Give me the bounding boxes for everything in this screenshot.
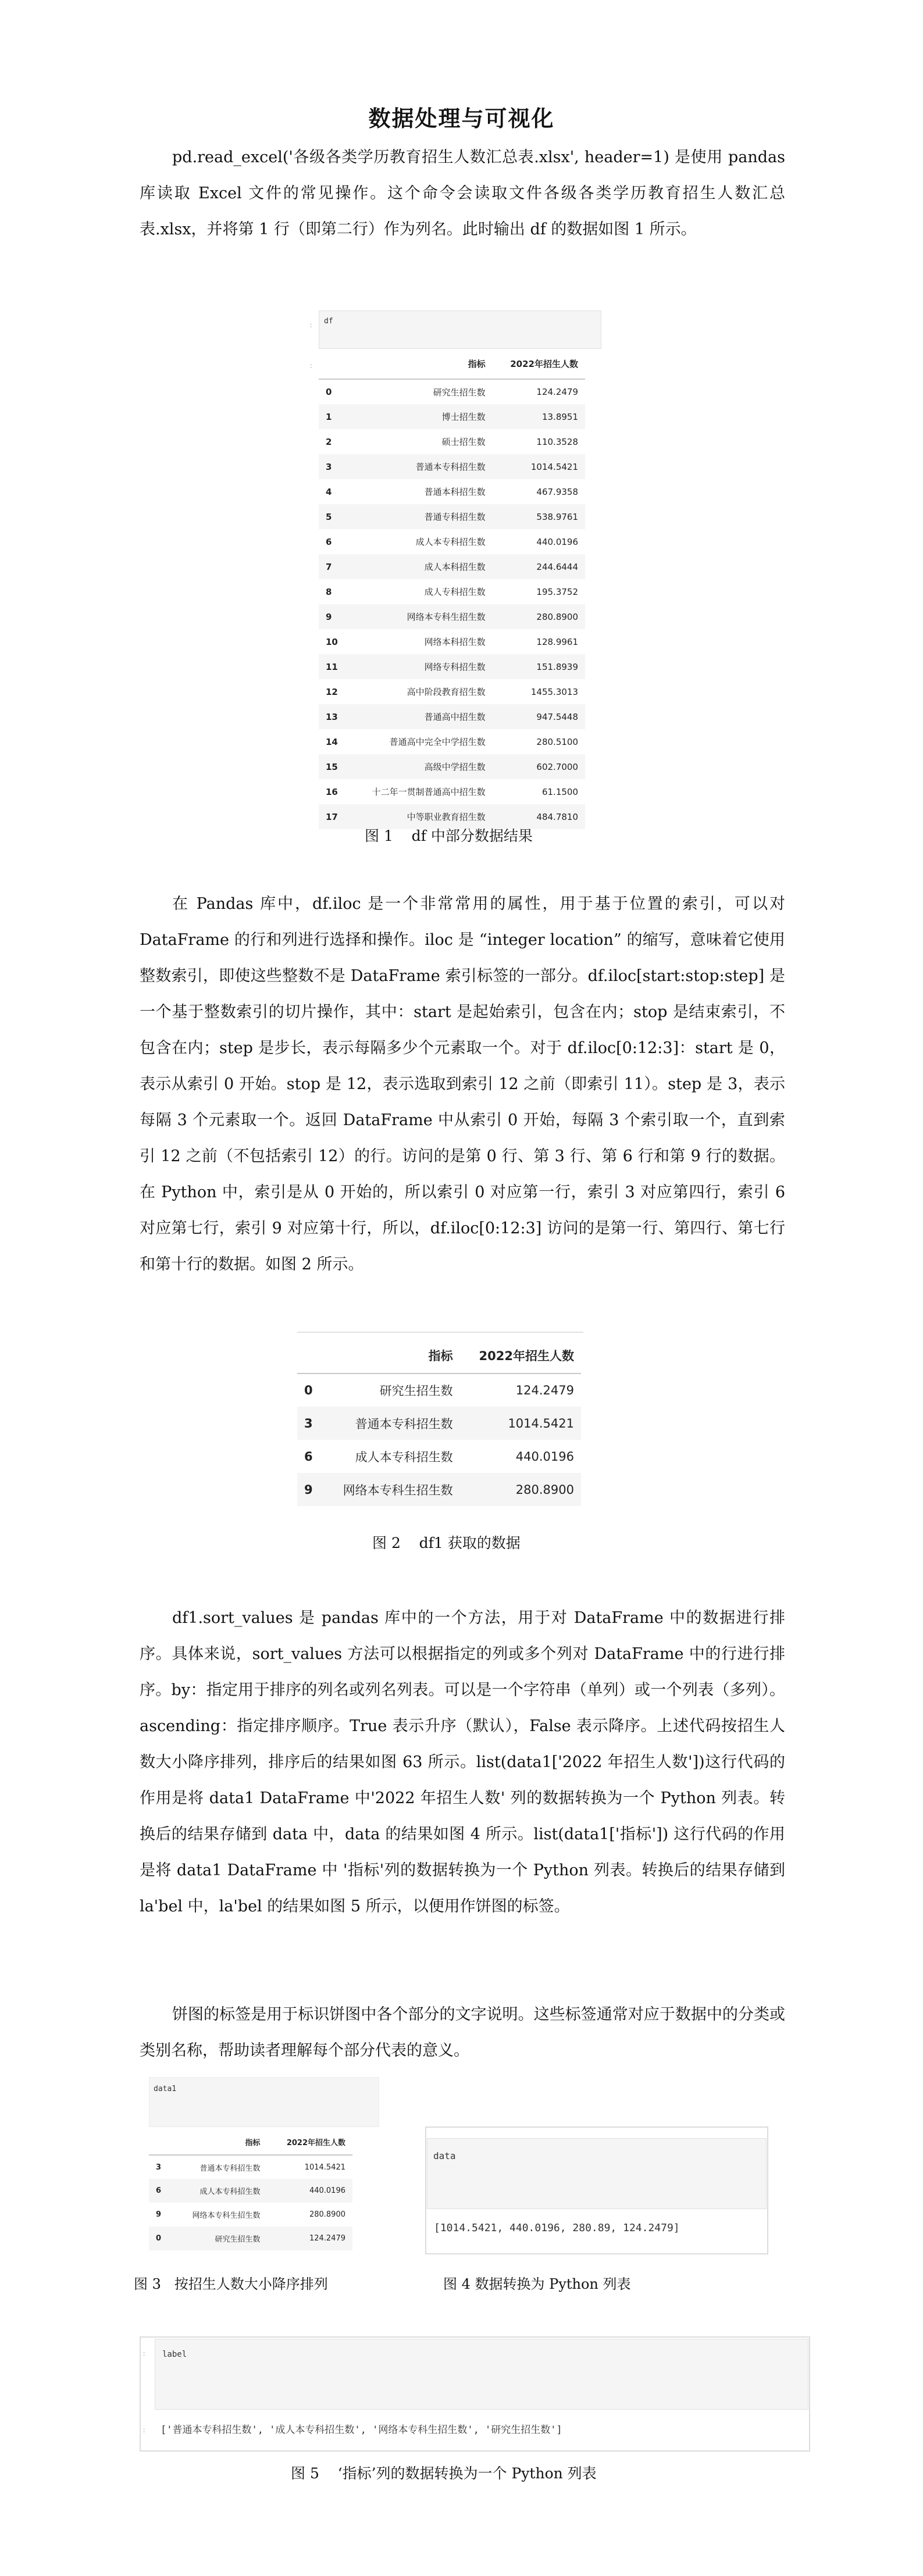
- figure-4-caption: 图 4 数据转换为 Python 列表: [443, 2276, 631, 2292]
- table-row: [297, 1440, 581, 1473]
- table-row: [319, 679, 585, 704]
- code-text: df: [324, 317, 333, 326]
- paragraph-iloc: 在 Pandas 库中，df.iloc 是一个非常常用的属性，用于基于位置的索引，可以对 DataFrame 的行和列进行选择和操作。iloc 是 “integer location” 的缩写，意味着它使用整数索引，即使这些整数不是 DataFrame 索引标签的一部分。df.iloc[start:stop:step] 是一个基于整数索引的切片操作，其中：start 是起始索引，包含在内；stop 是结束索引，不包含在内；step 是步长，表示每隔多少个元素取一个。对于 df.iloc[0:12:3]：start 是 0，表示从索引 0 开始。stop 是 12，表示选取到索引 12 之前（即索引 11）。step 是 3，表示每隔 3 个元素取一个。返回 DataFrame 中从索引 0 开始，每隔 3 个索引取一个，直到索引 12 之前（不包括索引 12）的行。访问的是第 0 行、第 3 行、第 6 行和第 9 行的数据。在 Python 中，索引是从 0 开始的，所以索引 0 对应第一行，索引 3 对应第四行，索引 6 对应第七行，索引 9 对应第十行，所以，df.iloc[0:12:3] 访问的是第一行、第四行、第七行和第十行的数据。如图 2 所示。: [140, 895, 785, 1273]
- index-header: [319, 349, 348, 379]
- table-row: [297, 1473, 581, 1506]
- enrollment-cell: 440.0196: [536, 536, 578, 547]
- code-input-cell[interactable]: [149, 2077, 379, 2127]
- row-index: 15: [326, 761, 338, 772]
- figure-2-caption: 图 2 df1 获取的数据: [372, 1535, 521, 1551]
- indicator-cell: 成人本科招生数: [424, 562, 486, 572]
- row-index: 17: [326, 811, 338, 822]
- paragraph-sort-values: df1.sort_values 是 pandas 库中的一个方法，用于对 DataFrame 中的数据进行排序。具体来说，sort_values 方法可以根据指定的列或多个列对 DataFrame 中的行进行排序。by：指定用于排序的列名或列名列表。可以是一个字符串（单列）或一个列表（多列）。ascending：指定排序顺序。True 表示升序（默认），False 表示降序。上述代码按招生人数大小降序排列，排序后的结果如图 63 所示。list(data1['2022 年招生人数'])这行代码的作用是将 data1 DataFrame 中'2022 年招生人数' 列的数据转换为一个 Python 列表。转换后的结果存储到 data 中，data 的结果如图 4 所示。list(data1['指标']) 这行代码的作用是将 data1 DataFrame 中 '指标'列的数据转换为一个 Python 列表。转换后的结果存储到 la'bel 中，la'bel 的结果如图 5 所示，以便用作饼图的标签。: [140, 1609, 785, 1915]
- row-index: 9: [326, 611, 332, 622]
- row-index: 6: [156, 2186, 162, 2195]
- enrollment-cell: 280.8900: [515, 1482, 574, 1497]
- table-row: [319, 629, 585, 654]
- indicator-cell: 高中阶段教育招生数: [407, 687, 486, 697]
- indicator-cell: 硕士招生数: [441, 437, 486, 447]
- index-header: [297, 1337, 322, 1373]
- row-index: 12: [326, 686, 338, 697]
- enrollment-cell: 124.2479: [515, 1383, 574, 1397]
- table-row: [297, 1407, 581, 1440]
- code-text: label: [162, 2350, 187, 2359]
- table-row: [149, 2179, 352, 2203]
- table-row: [319, 379, 585, 404]
- enrollment-cell: 280.5100: [536, 736, 578, 747]
- indicator-cell: 中等职业教育招生数: [407, 812, 486, 822]
- enrollment-cell: 1014.5421: [530, 461, 578, 472]
- row-index: 6: [326, 536, 332, 547]
- paragraph-pie-labels: 饼图的标签是用于标识饼图中各个部分的文字说明。这些标签通常对应于数据中的分类或类别名称，帮助读者理解每个部分代表的意义。: [140, 2006, 785, 2060]
- row-index: 9: [304, 1482, 313, 1497]
- table-row: [319, 579, 585, 604]
- row-index: 0: [304, 1383, 313, 1397]
- column-header-indicator: 指标: [322, 1337, 460, 1373]
- enrollment-cell: 947.5448: [536, 711, 578, 722]
- table-row: [297, 1373, 581, 1407]
- table-row: [319, 729, 585, 754]
- indicator-cell: 普通高中招生数: [424, 712, 486, 722]
- enrollment-cell: 280.8900: [536, 611, 578, 622]
- table-row: [319, 754, 585, 779]
- code-input-cell[interactable]: [427, 2138, 767, 2209]
- row-index: 6: [304, 1449, 313, 1464]
- paragraph-read-excel: pd.read_excel('各级各类学历教育招生人数汇总表.xlsx', header=1) 是使用 pandas 库读取 Excel 文件的常见操作。这个命令会读取文件各级各类学历教育招生人数汇总表.xlsx，并将第 1 行（即第二行）作为列名。此时输出 df 的数据如图 1 所示。: [140, 148, 785, 238]
- code-text: data: [433, 2150, 456, 2161]
- indicator-cell: 高级中学招生数: [424, 762, 486, 772]
- indicator-cell: 普通本科招生数: [424, 487, 486, 497]
- enrollment-cell: 1014.5421: [304, 2163, 345, 2172]
- figure-1-caption: 图 1 df 中部分数据结果: [365, 827, 533, 844]
- column-header-indicator: 指标: [348, 349, 493, 379]
- indicator-cell: 成人专科招生数: [424, 587, 486, 597]
- enrollment-cell: 538.9761: [536, 511, 578, 522]
- enrollment-cell: 440.0196: [309, 2186, 345, 2195]
- table-row: [149, 2203, 352, 2227]
- row-index: 3: [304, 1416, 313, 1430]
- row-index: 0: [326, 387, 332, 397]
- row-index: 9: [156, 2210, 162, 2219]
- column-header-enrollment: 2022年招生人数: [460, 1337, 581, 1373]
- code-text: data1: [154, 2085, 177, 2093]
- table-row: [319, 779, 585, 804]
- input-prompt: :: [309, 321, 313, 329]
- df1-table: [297, 1337, 581, 1506]
- list-output: [1014.5421, 440.0196, 280.89, 124.2479]: [434, 2222, 680, 2234]
- row-index: 5: [326, 511, 332, 522]
- indicator-cell: 网络本专科生招生数: [192, 2211, 261, 2220]
- output-prompt: :: [309, 362, 313, 370]
- enrollment-cell: 61.1500: [541, 786, 578, 797]
- enrollment-cell: 195.3752: [536, 586, 578, 597]
- index-header: [149, 2129, 172, 2155]
- enrollment-cell: 244.6444: [536, 561, 578, 572]
- table-row: [319, 554, 585, 579]
- row-index: 14: [326, 736, 338, 747]
- indicator-cell: 普通高中完全中学招生数: [389, 737, 486, 747]
- list-output: ['普通本专科招生数', '成人本专科招生数', '网络本专科生招生数', '研究生招生数']: [161, 2424, 562, 2436]
- figure-5-caption: 图 5 ‘指标’列的数据转换为一个 Python 列表: [291, 2465, 597, 2482]
- table-row: [319, 604, 585, 629]
- indicator-cell: 网络本科招生数: [424, 637, 486, 647]
- df-table: [319, 349, 585, 829]
- row-index: 16: [326, 786, 338, 797]
- table-row: [319, 504, 585, 529]
- table-row: [319, 529, 585, 554]
- enrollment-cell: 484.7810: [536, 811, 578, 822]
- column-header-indicator: 指标: [172, 2129, 268, 2155]
- indicator-cell: 普通本专科招生数: [199, 2164, 261, 2173]
- data1-table: [149, 2129, 352, 2250]
- row-index: 4: [326, 486, 332, 497]
- row-index: 10: [326, 636, 338, 647]
- enrollment-cell: 602.7000: [536, 761, 578, 772]
- indicator-cell: 成人本专科招生数: [199, 2188, 261, 2196]
- row-index: 11: [326, 661, 338, 672]
- enrollment-cell: 440.0196: [515, 1449, 574, 1464]
- output-prompt: :: [142, 2426, 147, 2434]
- row-index: 13: [326, 711, 338, 722]
- df-output-viewport[interactable]: [319, 349, 592, 822]
- table-row: [319, 429, 585, 454]
- enrollment-cell: 151.8939: [536, 661, 578, 672]
- enrollment-cell: 128.9961: [536, 636, 578, 647]
- row-index: 3: [326, 461, 332, 472]
- figure-3-caption: 图 3 按招生人数大小降序排列: [134, 2276, 328, 2292]
- indicator-cell: 研究生招生数: [433, 387, 486, 398]
- column-header-enrollment: 2022年招生人数: [268, 2129, 352, 2155]
- row-index: 7: [326, 561, 332, 572]
- table-row: [149, 2155, 352, 2179]
- row-index: 1: [326, 411, 332, 422]
- page-title: 数据处理与可视化: [368, 105, 555, 132]
- indicator-cell: 网络本专科生招生数: [407, 612, 486, 622]
- indicator-cell: 十二年一贯制普通高中招生数: [372, 787, 486, 797]
- indicator-cell: 网络专科招生数: [424, 662, 486, 672]
- enrollment-cell: 110.3528: [536, 436, 578, 447]
- row-index: 3: [156, 2163, 162, 2172]
- column-header-enrollment: 2022年招生人数: [493, 349, 585, 379]
- table-row: [319, 454, 585, 479]
- indicator-cell: 研究生招生数: [215, 2235, 261, 2244]
- indicator-cell: 成人本专科招生数: [415, 537, 486, 547]
- indicator-cell: 普通本专科招生数: [415, 462, 486, 472]
- enrollment-cell: 13.8951: [541, 411, 578, 422]
- enrollment-cell: 467.9358: [536, 486, 578, 497]
- row-index: 0: [156, 2234, 162, 2243]
- indicator-cell: 博士招生数: [441, 412, 486, 422]
- indicator-cell: 普通本专科招生数: [355, 1417, 453, 1431]
- code-input-cell[interactable]: [155, 2339, 808, 2410]
- divider: [297, 1332, 583, 1333]
- code-input-cell[interactable]: [319, 311, 601, 349]
- input-prompt: :: [142, 2349, 147, 2357]
- indicator-cell: 网络本专科生招生数: [343, 1483, 453, 1497]
- table-row: [319, 479, 585, 504]
- table-row: [319, 654, 585, 679]
- row-index: 8: [326, 586, 332, 597]
- indicator-cell: 普通专科招生数: [424, 512, 486, 522]
- row-index: 2: [326, 436, 332, 447]
- enrollment-cell: 280.8900: [309, 2210, 345, 2219]
- indicator-cell: 研究生招生数: [379, 1384, 453, 1398]
- enrollment-cell: 124.2479: [536, 387, 578, 397]
- enrollment-cell: 124.2479: [309, 2234, 345, 2243]
- indicator-cell: 成人本专科招生数: [355, 1450, 453, 1464]
- table-row: [319, 704, 585, 729]
- table-row: [319, 404, 585, 429]
- enrollment-cell: 1455.3013: [530, 686, 578, 697]
- table-row: [149, 2227, 352, 2250]
- enrollment-cell: 1014.5421: [508, 1416, 574, 1430]
